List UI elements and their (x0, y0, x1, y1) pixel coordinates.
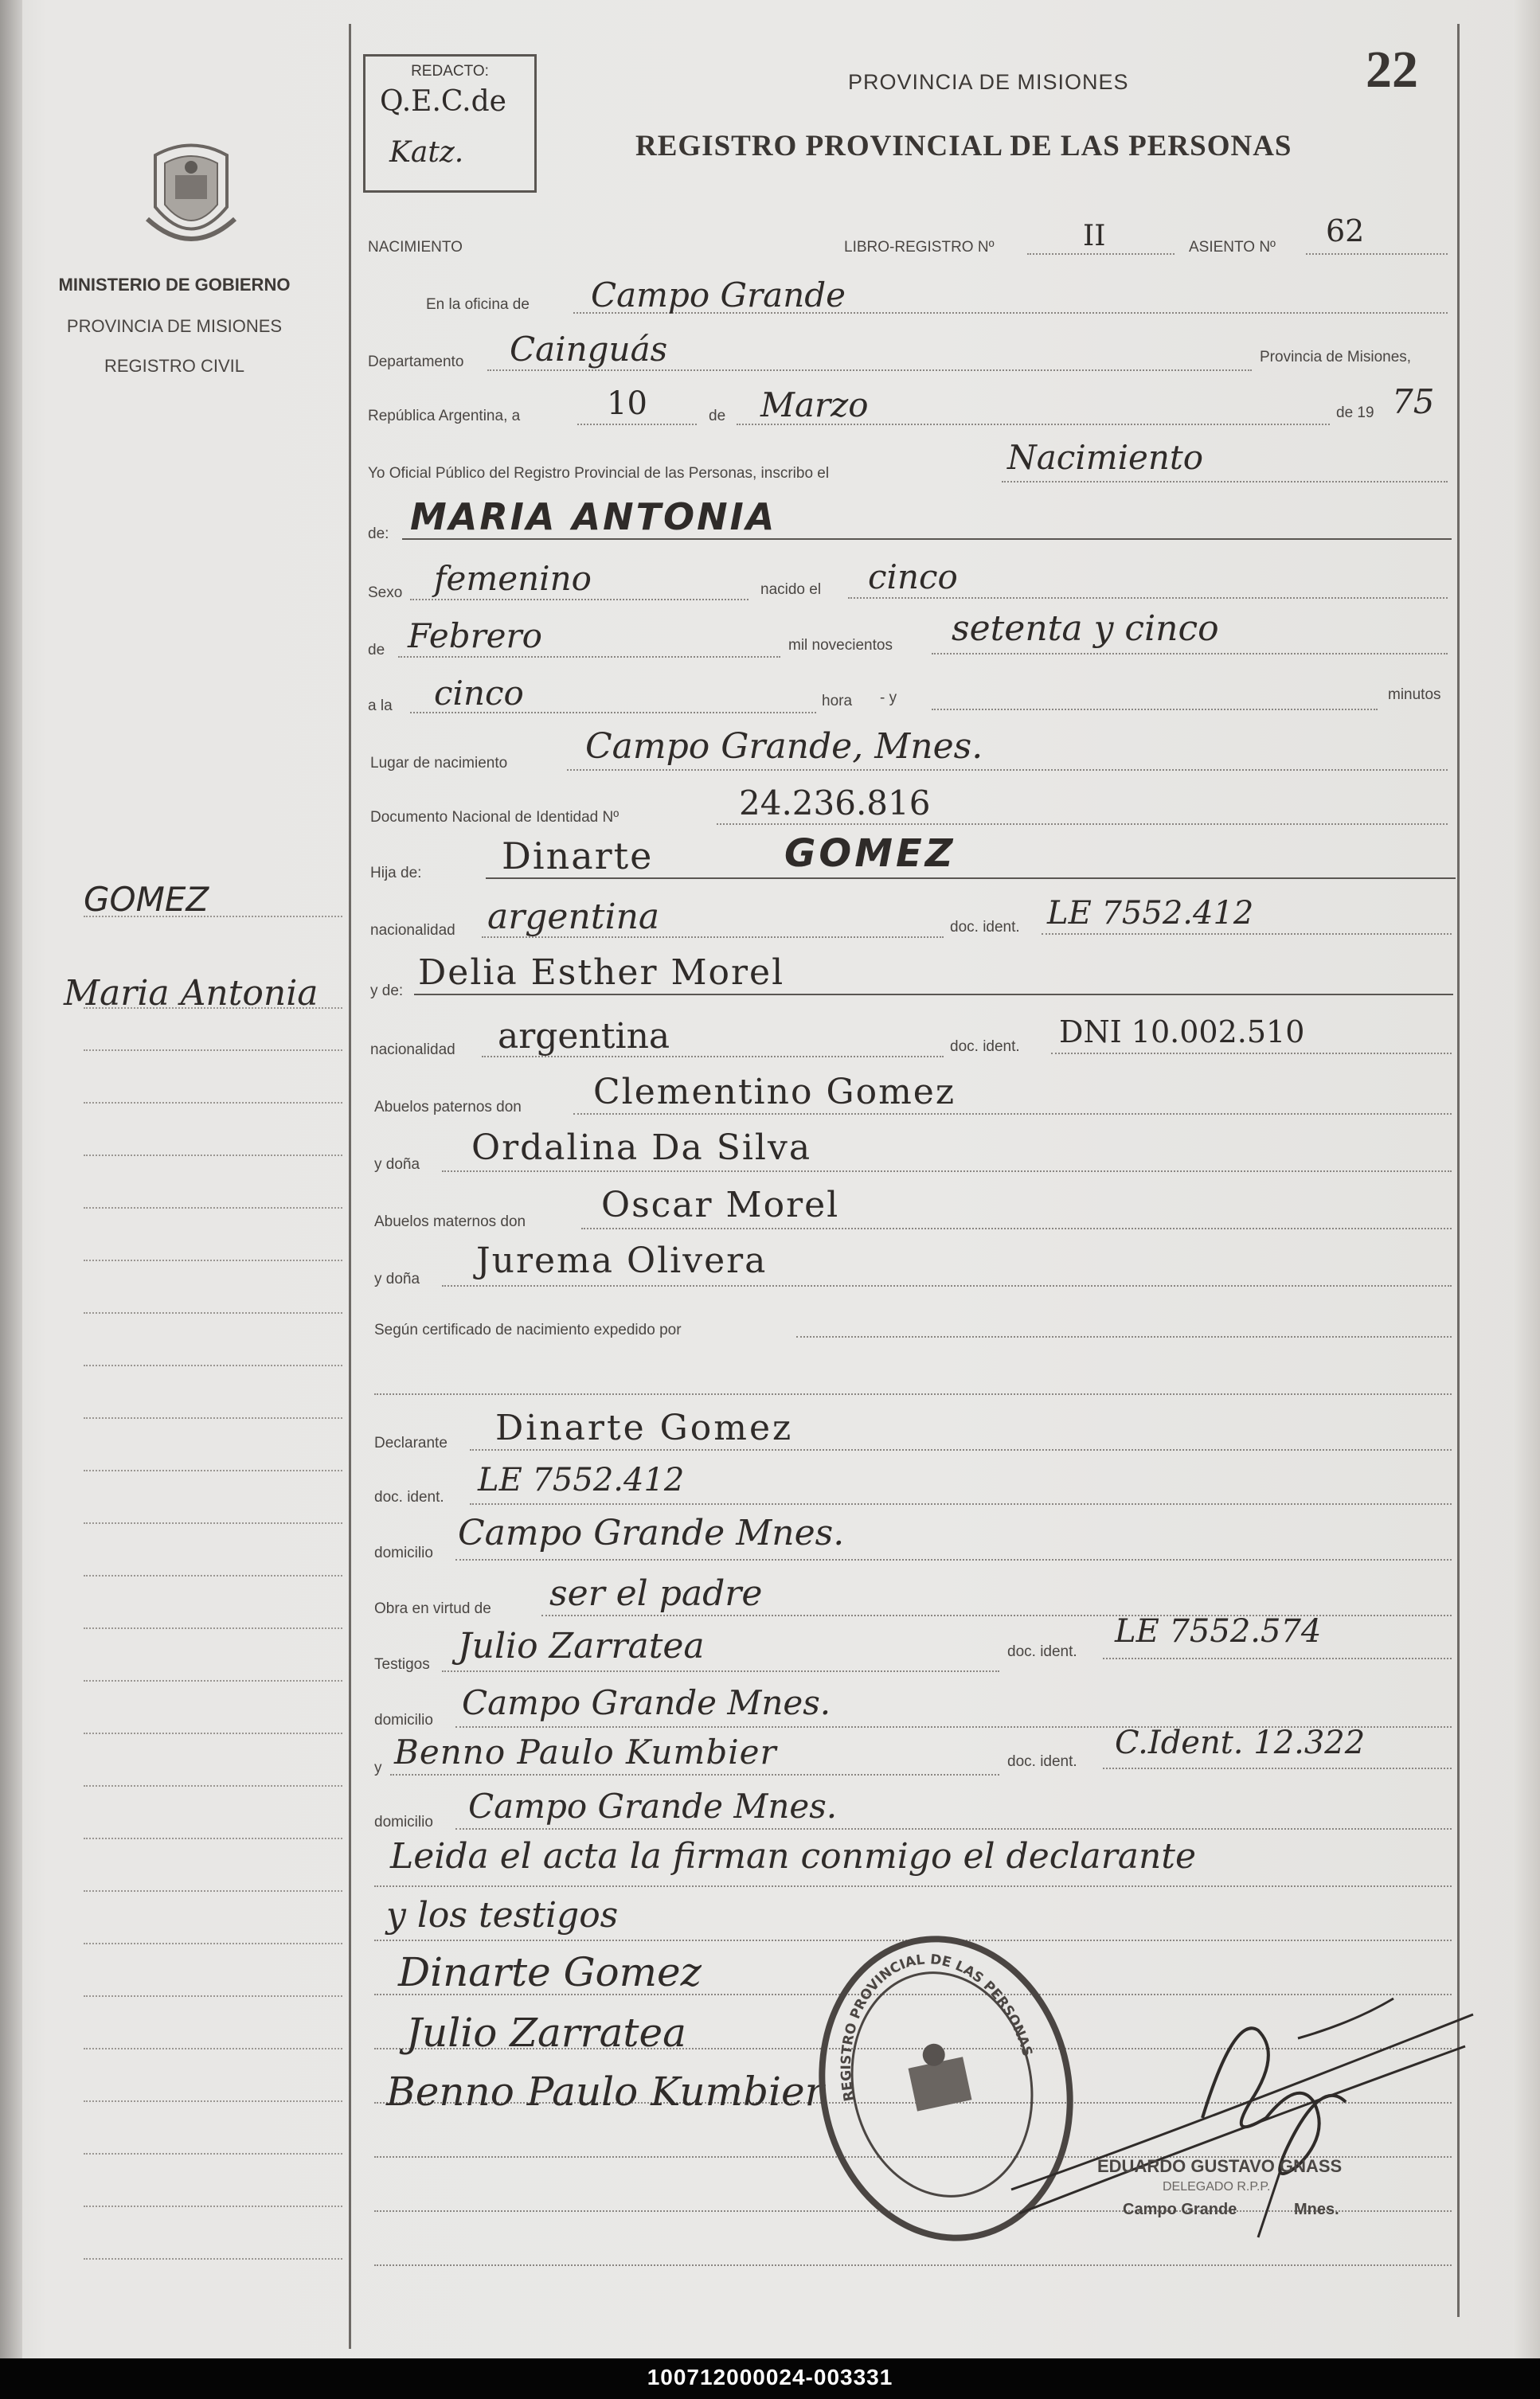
dni-line (717, 823, 1448, 825)
margin-line (84, 1838, 342, 1839)
sexo-label: Sexo (368, 584, 403, 601)
archive-id: 100712000024-003331 (647, 2365, 893, 2389)
margin-line (84, 1733, 342, 1734)
margin-line (84, 1102, 342, 1104)
domicilio-value: Campo Grande Mnes. (458, 1513, 845, 1553)
testigo1-value: Julio Zarratea (458, 1626, 705, 1666)
mes-line (398, 656, 780, 658)
margin-line (84, 1049, 342, 1051)
nacionalidad2-label: nacionalidad (370, 1041, 455, 1058)
signature-witness-1: Julio Zarratea (406, 2010, 686, 2056)
libro-value: II (1083, 220, 1106, 252)
docident5-label: doc. ident. (1007, 1753, 1077, 1770)
abuelos-pat-label: Abuelos paternos don (374, 1099, 522, 1115)
name-value: MARIA ANTONIA (410, 495, 777, 538)
asiento-line (1306, 253, 1448, 255)
departamento-label: Departamento (368, 354, 464, 370)
minutos-line (932, 709, 1378, 710)
yo-label: Yo Oficial Público del Registro Provincial de las Personas, inscribo el (368, 465, 830, 482)
page-number: 22 (1366, 41, 1418, 99)
declarante-value: Dinarte Gomez (495, 1408, 794, 1448)
margin-line (84, 1522, 342, 1524)
margin-line (84, 1207, 342, 1209)
redactado-box (363, 54, 537, 193)
margin-surname: GOMEZ (84, 880, 209, 919)
coat-of-arms-emblem (139, 131, 243, 259)
dni-value: 24.236.816 (739, 783, 931, 822)
margin-line (84, 1943, 342, 1944)
libro-label: LIBRO-REGISTRO Nº (844, 239, 995, 256)
provincia-label: Provincia de Misiones, (1260, 349, 1412, 365)
republica-label: República Argentina, a (368, 408, 521, 424)
margin-line (84, 2153, 342, 2155)
domicilio-line (455, 1559, 1452, 1561)
segun-line-2 (374, 1393, 1452, 1395)
declarante-label: Declarante (374, 1435, 448, 1452)
sexo-value: femenino (434, 559, 592, 598)
libro-line (1027, 253, 1175, 255)
lugar-label: Lugar de nacimiento (370, 755, 508, 772)
margin-line (84, 1627, 342, 1629)
ydona2-label: y doña (374, 1271, 420, 1287)
departamento-line (487, 369, 1252, 371)
hija-label: Hija de: (370, 865, 422, 881)
padre-surname: GOMEZ (784, 831, 956, 876)
madre-line (414, 994, 1453, 995)
official-place: Campo Grande (1123, 2201, 1237, 2218)
ruled-line (374, 2264, 1452, 2266)
margin-line (84, 1470, 342, 1471)
doc4-line (1103, 1658, 1452, 1659)
closing-text-1: Leida el acta la firman conmigo el declarante (390, 1836, 1197, 1877)
testigos-label: Testigos (374, 1656, 430, 1673)
closing-text-2: y los testigos (386, 1895, 619, 1936)
y-label: y (374, 1760, 382, 1776)
name-line (402, 538, 1452, 540)
margin-line (84, 2048, 342, 2049)
day-line (577, 424, 697, 425)
doc4-value: LE 7552.574 (1115, 1613, 1322, 1650)
nac2-value: argentina (498, 1016, 670, 1057)
left-column-rule (349, 24, 351, 2349)
margin-line (84, 2206, 342, 2207)
domicilio3-value: Campo Grande Mnes. (468, 1787, 838, 1826)
right-column-rule (1457, 24, 1460, 2317)
doc5-line (1103, 1768, 1452, 1769)
nac1-value: argentina (487, 897, 660, 937)
abuela-mat-line (442, 1285, 1452, 1287)
testigo2-line (390, 1774, 999, 1776)
de2-label: de (368, 642, 385, 658)
closing-line-1 (374, 1885, 1452, 1887)
doc1-value: LE 7552.412 (1047, 895, 1254, 932)
abuela-pat-line (442, 1170, 1452, 1172)
inscribo-value: Nacimiento (1007, 438, 1204, 477)
de-name-label: de: (368, 526, 389, 542)
yde-label: y de: (370, 983, 404, 999)
domicilio3-line (455, 1828, 1452, 1830)
nacido-line (848, 597, 1448, 599)
abuelo-mat-value: Oscar Morel (601, 1185, 840, 1225)
inscribo-line (1002, 481, 1448, 483)
redactado-label: REDACTO: (411, 63, 489, 80)
nacionalidad-label: nacionalidad (370, 922, 455, 939)
testigo1-line (442, 1670, 999, 1672)
margin-line (84, 1365, 342, 1366)
docident4-label: doc. ident. (1007, 1643, 1077, 1660)
margin-line (84, 1312, 342, 1314)
year-value: 75 (1392, 382, 1435, 421)
hora-value: cinco (434, 674, 524, 713)
redactado-value-1: Q.E.C.de (380, 85, 506, 118)
obra-label: Obra en virtud de (374, 1600, 491, 1617)
margin-line (84, 1995, 342, 1997)
month-value: Marzo (760, 385, 869, 424)
mes-value: Febrero (408, 616, 542, 655)
oficina-value: Campo Grande (591, 275, 846, 315)
docident3-label: doc. ident. (374, 1489, 444, 1506)
hora-label: hora (822, 693, 853, 709)
nacimiento-label: NACIMIENTO (368, 239, 463, 256)
margin-line (84, 1785, 342, 1787)
declarante-line (470, 1449, 1452, 1451)
madre-value: Delia Esther Morel (418, 952, 785, 993)
official-name: EDUARDO GUSTAVO GNASS (1097, 2156, 1343, 2176)
lugar-value: Campo Grande, Mnes. (585, 726, 983, 767)
signature-witness-2: Benno Paulo Kumbier (386, 2069, 824, 2115)
anio-value: setenta y cinco (952, 608, 1219, 649)
abuelo-pat-line (573, 1113, 1452, 1115)
minutos-label: minutos (1388, 686, 1441, 703)
de-label: de (709, 408, 726, 424)
domicilio2-value: Campo Grande Mnes. (462, 1683, 831, 1722)
nacido-value: cinco (868, 557, 958, 596)
abuelos-mat-label: Abuelos maternos don (374, 1213, 526, 1230)
doc5-value: C.Ident. 12.322 (1115, 1725, 1366, 1761)
sexo-line (410, 599, 749, 600)
ministry-title: MINISTERIO DE GOBIERNO (58, 275, 291, 295)
doc3-line (470, 1503, 1452, 1505)
margin-line (84, 1680, 342, 1682)
margin-line (84, 2258, 342, 2260)
header-province: PROVINCIA DE MISIONES (848, 70, 1129, 94)
padre-line (486, 877, 1456, 879)
testigo2-value: Benno Paulo Kumbier (394, 1733, 777, 1772)
seal-text: REGISTRO PROVINCIAL DE LAS PERSONAS (838, 1952, 1036, 2103)
official-signature (995, 1983, 1481, 2245)
abuelo-mat-line (581, 1228, 1452, 1229)
nacido-label: nacido el (760, 581, 822, 598)
margin-line (84, 916, 342, 917)
ydona1-label: y doña (374, 1156, 420, 1173)
docident-label: doc. ident. (950, 919, 1020, 936)
padre-value: Dinarte (502, 834, 654, 877)
asiento-value: 62 (1326, 213, 1365, 248)
registry-subtitle: REGISTRO CIVIL (104, 356, 245, 376)
oficina-label: En la oficina de (426, 296, 530, 313)
official-province: Mnes. (1294, 2201, 1339, 2218)
mil-label: mil novecientos (788, 637, 893, 654)
archive-footer (0, 2358, 1540, 2399)
header-registry: REGISTRO PROVINCIAL DE LAS PERSONAS (635, 130, 1292, 162)
province-subtitle: PROVINCIA DE MISIONES (66, 316, 283, 336)
margin-line (84, 1890, 342, 1892)
anio-line (932, 653, 1448, 654)
departamento-value: Cainguás (510, 330, 668, 369)
book-binding (0, 0, 22, 2358)
obra-value: ser el padre (549, 1573, 763, 1614)
signature-declarante: Dinarte Gomez (398, 1949, 702, 1995)
segun-label: Según certificado de nacimiento expedido por (374, 1322, 682, 1338)
redactado-value-2: Katz. (389, 136, 464, 169)
segun-line (796, 1336, 1452, 1338)
doc2-value: DNI 10.002.510 (1059, 1014, 1305, 1049)
dni-label: Documento Nacional de Identidad Nº (370, 809, 620, 826)
margin-line (84, 1417, 342, 1419)
margin-line (84, 1575, 342, 1577)
domicilio3-label: domicilio (374, 1814, 433, 1831)
doc2-line (1051, 1053, 1452, 1054)
asiento-label: ASIENTO Nº (1189, 239, 1276, 256)
day-value: 10 (607, 385, 647, 422)
domicilio2-label: domicilio (374, 1712, 433, 1729)
margin-line (84, 1155, 342, 1156)
page-edge (1513, 0, 1540, 2358)
de19-label: de 19 (1336, 404, 1374, 421)
margin-names: Maria Antonia (64, 973, 319, 1014)
abuela-mat-value: Jurema Olivera (476, 1241, 768, 1281)
hora-extra: - y (880, 690, 897, 706)
doc3-value: LE 7552.412 (478, 1462, 685, 1498)
ala-label: a la (368, 697, 393, 714)
margin-line (84, 1260, 342, 1261)
domicilio-label: domicilio (374, 1545, 433, 1561)
abuelo-pat-value: Clementino Gomez (593, 1072, 956, 1112)
lugar-line (567, 769, 1448, 771)
margin-line (84, 1007, 342, 1009)
abuela-pat-value: Ordalina Da Silva (471, 1127, 812, 1168)
margin-line (84, 2100, 342, 2102)
official-title: DELEGADO R.P.P. (1163, 2180, 1271, 2194)
docident2-label: doc. ident. (950, 1038, 1020, 1055)
doc1-line (1042, 933, 1452, 935)
